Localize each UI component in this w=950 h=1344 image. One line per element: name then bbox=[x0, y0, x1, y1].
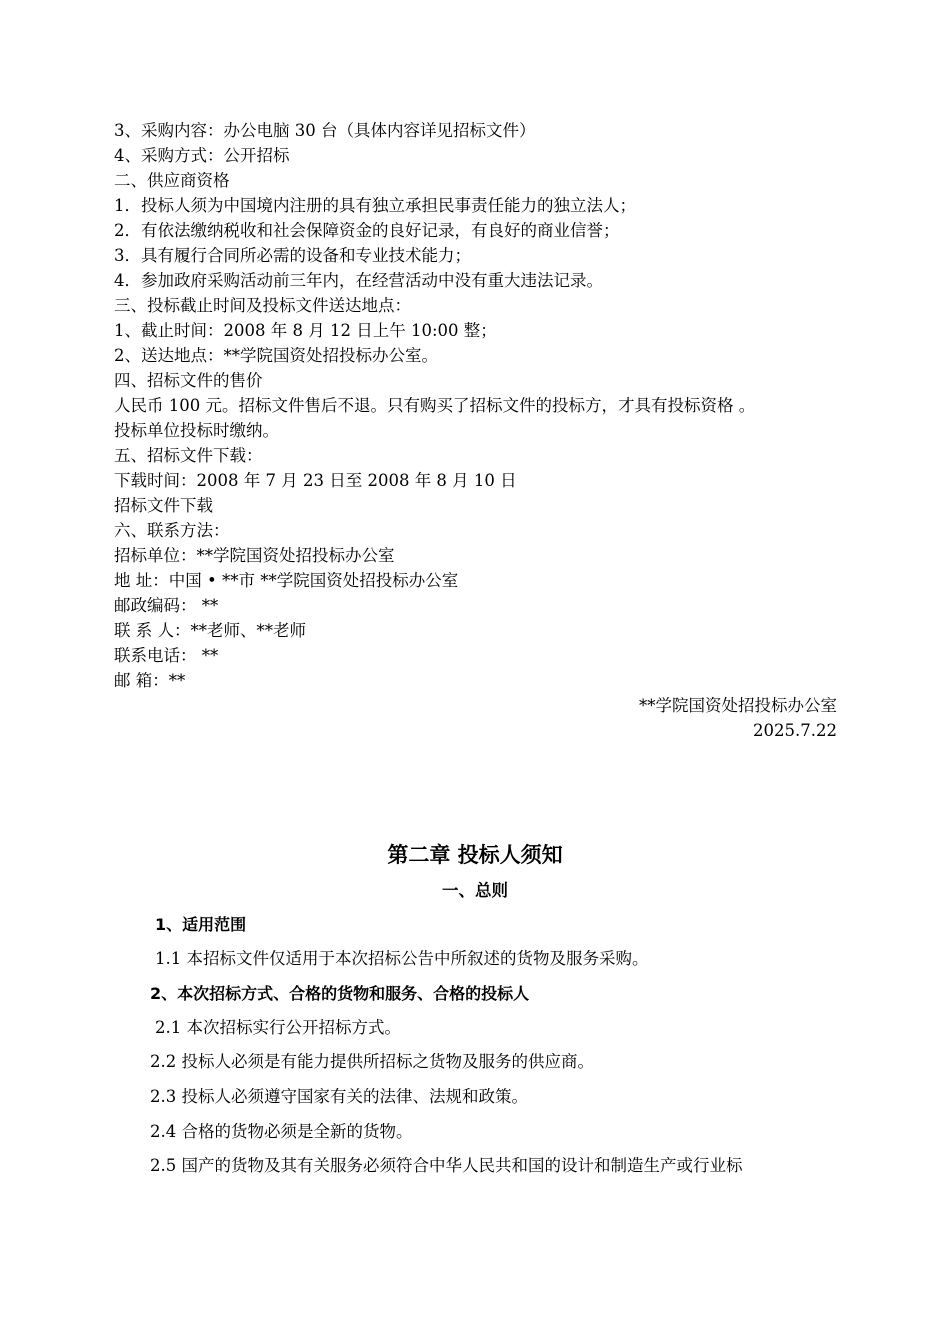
contact-email: 邮 箱：** bbox=[114, 671, 186, 690]
notice-line: 四、招标文件的售价 bbox=[114, 371, 263, 390]
clause-2-4: 2.4 合格的货物必须是全新的货物。 bbox=[150, 1122, 413, 1141]
notice-line: 1．投标人须为中国境内注册的具有独立承担民事责任能力的独立法人； bbox=[114, 196, 636, 215]
clause-2-3: 2.3 投标人必须遵守国家有关的法律、法规和政策。 bbox=[150, 1087, 528, 1106]
notice-line: 4、采购方式：公开招标 bbox=[114, 146, 290, 165]
notice-line: 投标单位投标时缴纳。 bbox=[114, 421, 279, 440]
notice-line: 人民币 100 元。招标文件售后不退。只有购买了招标文件的投标方，才具有投标资格 。 bbox=[114, 396, 756, 415]
heading-applicability: 1、适用范围 bbox=[155, 915, 247, 934]
clause-2-2: 2.2 投标人必须是有能力提供所招标之货物及服务的供应商。 bbox=[150, 1052, 594, 1071]
notice-line: 2、送达地点：**学院国资处招投标办公室。 bbox=[114, 346, 438, 365]
heading-tender-method: 2、本次招标方式、合格的货物和服务、合格的投标人 bbox=[150, 984, 530, 1003]
notice-line: 六、联系方法： bbox=[114, 521, 230, 540]
notice-line: 三、投标截止时间及投标文件送达地点： bbox=[114, 296, 411, 315]
clause-1-1: 1.1 本招标文件仅适用于本次招标公告中所叙述的货物及服务采购。 bbox=[155, 949, 649, 968]
clause-2-5: 2.5 国产的货物及其有关服务必须符合中华人民共和国的设计和制造生产或行业标 bbox=[150, 1156, 743, 1175]
notice-line: 五、招标文件下载： bbox=[114, 446, 263, 465]
notice-line: 2．有依法缴纳税收和社会保障资金的良好记录，有良好的商业信誉； bbox=[114, 221, 620, 240]
contact-postcode: 邮政编码： ** bbox=[114, 596, 219, 615]
notice-line: 4．参加政府采购活动前三年内，在经营活动中没有重大违法记录。 bbox=[114, 271, 603, 290]
clause-2-1: 2.1 本次招标实行公开招标方式。 bbox=[155, 1018, 401, 1037]
section-title: 一、总则 bbox=[442, 881, 508, 900]
notice-line: 3．具有履行合同所必需的设备和专业技术能力； bbox=[114, 246, 471, 265]
contact-person: 联 系 人：**老师、**老师 bbox=[114, 621, 306, 640]
notice-line: 1、截止时间：2008 年 8 月 12 日上午 10:00 整； bbox=[114, 321, 497, 340]
notice-line: 3、采购内容：办公电脑 30 台（具体内容详见招标文件） bbox=[114, 121, 536, 140]
notice-line: 二、供应商资格 bbox=[114, 171, 230, 190]
notice-line: 下载时间：2008 年 7 月 23 日至 2008 年 8 月 10 日 bbox=[114, 471, 517, 490]
contact-unit: 招标单位：**学院国资处招投标办公室 bbox=[114, 546, 395, 565]
date: 2025.7.22 bbox=[753, 721, 837, 740]
download-link[interactable]: 招标文件下载 bbox=[114, 496, 213, 515]
contact-address: 地 址：中国 • **市 **学院国资处招投标办公室 bbox=[114, 571, 459, 590]
chapter-title: 第二章 投标人须知 bbox=[387, 843, 563, 867]
contact-phone: 联系电话： ** bbox=[114, 646, 219, 665]
signature: **学院国资处招投标办公室 bbox=[639, 696, 837, 715]
